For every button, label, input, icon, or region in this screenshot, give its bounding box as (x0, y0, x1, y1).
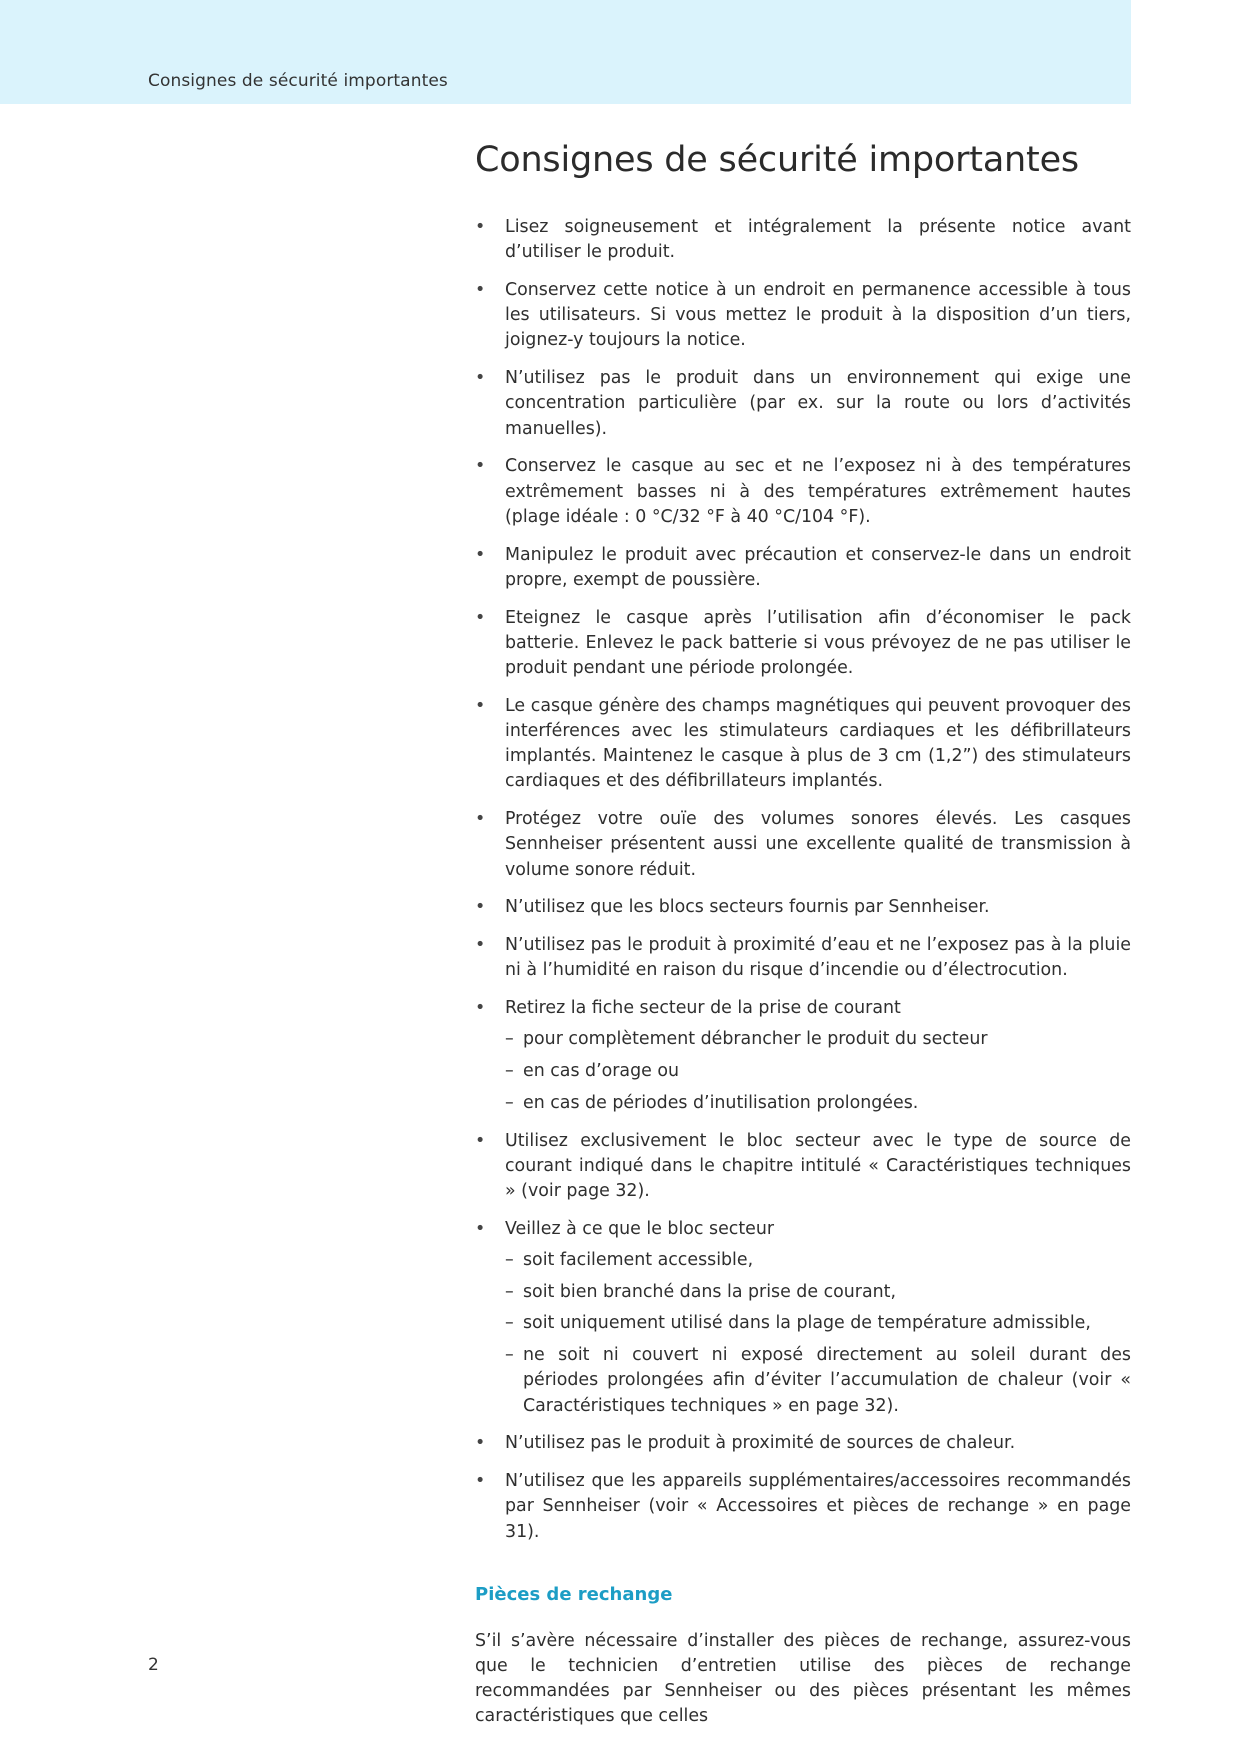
bullet-marker: • (475, 368, 486, 389)
list-item (475, 454, 1131, 530)
list-item-text: Conservez cette notice à un endroit en permanence accessible à tous les utilisateurs. Si vous mettez le produit à la disposition d’un tiers, joignez-y toujours la notice. (505, 280, 1131, 351)
bullet-marker: • (475, 897, 486, 918)
list-item-text: Eteignez le casque après l’utilisation afin d’économiser le pack batterie. Enlevez le pack batterie si vous prévoyez de ne pas utiliser le produit pendant une période prolongée. (505, 607, 1131, 679)
dash-marker: – (505, 1281, 514, 1302)
dash-marker: – (505, 1092, 514, 1113)
sub-list-item-text: en cas de périodes d’inutilisation prolongées. (523, 1092, 919, 1113)
sub-list (505, 1027, 1131, 1116)
list-item (475, 807, 1131, 883)
bullet-marker: • (475, 607, 486, 628)
bullet-marker: • (475, 544, 486, 565)
running-header: Consignes de sécurité importantes (148, 71, 448, 91)
list-item-text: N’utilisez que les appareils supplémentaires/accessoires recommandés par Sennheiser (voir « Accessoires et pièces de rechange » en page 31). (505, 1471, 1131, 1542)
bullet-marker: • (475, 1471, 486, 1492)
safety-instructions-list (475, 215, 1131, 1545)
sub-list-item-text: soit bien branché dans la prise de courant, (523, 1281, 896, 1302)
page-number: 2 (148, 1655, 159, 1675)
bullet-marker: • (475, 809, 486, 830)
sub-list-item-text: en cas d’orage ou (523, 1061, 679, 1082)
dash-marker: – (505, 1029, 514, 1050)
sub-list-item (505, 1091, 1131, 1116)
sub-list-item-text: ne soit ni couvert ni exposé directement au soleil durant des périodes prolongées afin d’éviter l’accumulation de chaleur (voir « Caractéristiques techniques » en page 32). (523, 1345, 1131, 1416)
list-item-text: Retirez la fiche secteur de la prise de courant (505, 998, 901, 1019)
list-item-text: N’utilisez pas le produit à proximité de sources de chaleur. (505, 1433, 1016, 1454)
sub-list (505, 1248, 1131, 1419)
bullet-marker: • (475, 1130, 486, 1151)
page-title: Consignes de sécurité importantes (475, 140, 1079, 180)
sub-list-item (505, 1311, 1131, 1336)
dash-marker: – (505, 1061, 514, 1082)
list-item (475, 996, 1131, 1116)
section-heading-spare-parts: Pièces de rechange (475, 1583, 673, 1605)
list-item-text: Lisez soigneusement et intégralement la présente notice avant d’utiliser le produit. (505, 217, 1131, 263)
list-item (475, 1217, 1131, 1419)
bullet-marker: • (475, 217, 486, 237)
list-item-text: Utilisez exclusivement le bloc secteur avec le type de source de courant indiqué dans le chapitre intitulé « Caractéristiques techniques » (voir page 32). (505, 1130, 1131, 1202)
sub-list-item (505, 1027, 1131, 1052)
list-item (475, 1469, 1131, 1545)
list-item (475, 278, 1131, 354)
bullet-marker: • (475, 998, 486, 1019)
list-item-text: N’utilisez pas le produit à proximité d’eau et ne l’exposez pas à la pluie ni à l’humidité en raison du risque d’incendie ou d’électrocution. (505, 935, 1131, 981)
list-item (475, 366, 1131, 442)
list-item-text: N’utilisez pas le produit dans un environnement qui exige une concentration particulière (par ex. sur la route ou lors d’activités manuelles). (505, 368, 1131, 439)
sub-list-item-text: soit uniquement utilisé dans la plage de température admissible, (523, 1313, 1091, 1334)
list-item (475, 215, 1131, 265)
sub-list-item (505, 1280, 1131, 1305)
bullet-marker: • (475, 935, 486, 956)
dash-marker: – (505, 1313, 514, 1334)
bullet-marker: • (475, 456, 486, 477)
list-item (475, 543, 1131, 593)
list-item-text: Veillez à ce que le bloc secteur (505, 1218, 775, 1239)
bullet-marker: • (475, 1218, 486, 1239)
list-item-text: Protégez votre ouïe des volumes sonores élevés. Les casques Sennheiser présentent aussi une excellente qualité de transmission à volume sonore réduit. (505, 809, 1131, 880)
bullet-marker: • (475, 280, 486, 300)
list-item (475, 895, 1131, 920)
list-item (475, 694, 1131, 795)
sub-list-item-text: pour complètement débrancher le produit du secteur (523, 1029, 988, 1050)
sub-list-item (505, 1343, 1131, 1419)
list-item-text: Conservez le casque au sec et ne l’exposez ni à des températures extrêmement basses ni à des températures extrêmement hautes (plage idéale : 0 °C/32 °F à 40 °C/104 °F). (505, 456, 1131, 527)
list-item (475, 1431, 1131, 1456)
sub-list-item-text: soit facilement accessible, (523, 1250, 754, 1271)
dash-marker: – (505, 1345, 514, 1366)
list-item-text: Manipulez le produit avec précaution et conservez-le dans un endroit propre, exempt de poussière. (505, 544, 1131, 590)
list-item (475, 1129, 1131, 1205)
bullet-marker: • (475, 695, 486, 716)
section-paragraph-spare-parts: S’il s’avère nécessaire d’installer des pièces de rechange, assurez-vous que le technicien d’entretien utilise des pièces de rechange recommandées par Sennheiser ou des pièces présentant les mêmes caractéristiques que celles (475, 1630, 1131, 1727)
list-item (475, 606, 1131, 682)
bullet-marker: • (475, 1433, 486, 1454)
list-item-text: Le casque génère des champs magnétiques qui peuvent provoquer des interférences avec les stimulateurs cardiaques et les défibrillateurs implantés. Maintenez le casque à plus de 3 cm (1,2”) des stimulateurs cardiaques et des défibrillateurs implantés. (505, 695, 1131, 792)
sub-list-item (505, 1059, 1131, 1084)
list-item (475, 933, 1131, 983)
dash-marker: – (505, 1250, 514, 1271)
sub-list-item (505, 1248, 1131, 1273)
main-content (475, 138, 1131, 1730)
list-item-text: N’utilisez que les blocs secteurs fournis par Sennheiser. (505, 897, 990, 918)
